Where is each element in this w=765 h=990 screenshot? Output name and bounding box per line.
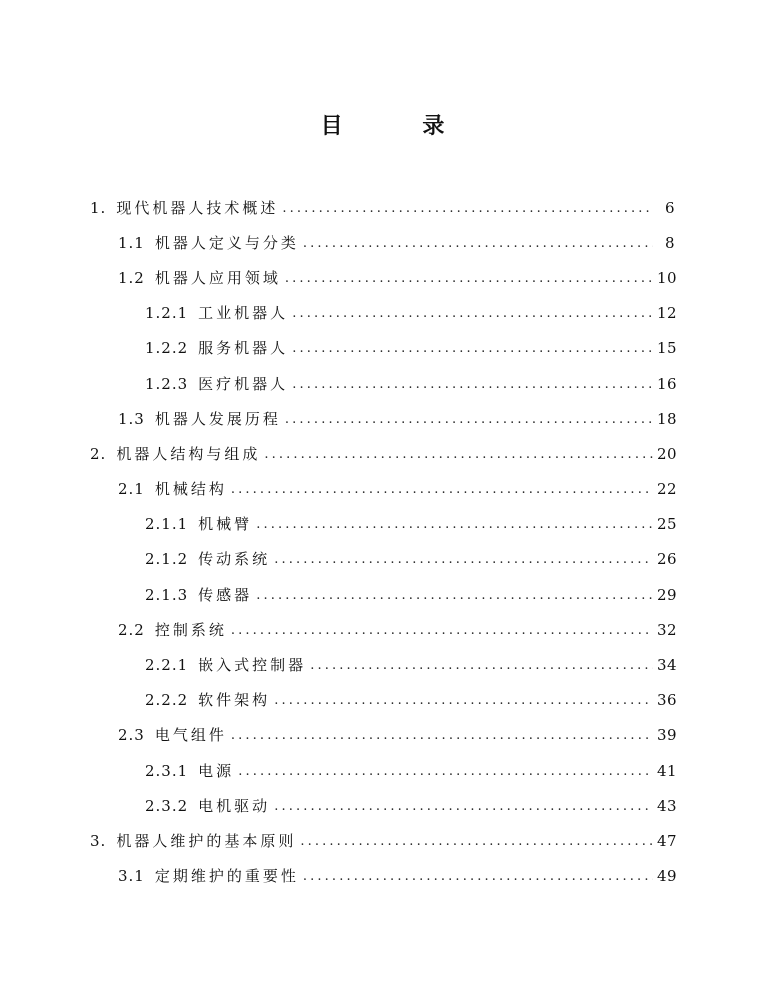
toc-entry[interactable]: [145, 577, 678, 612]
entry-title: 控制系统: [154, 620, 227, 639]
entry-title: 机器人应用领域: [154, 268, 281, 287]
entry-page-number: 12: [657, 304, 678, 323]
toc-entry[interactable]: [145, 366, 678, 401]
entry-title: 软件架构: [198, 691, 271, 710]
dot-leader: [274, 796, 653, 816]
entry-page-number: 8: [664, 233, 675, 252]
entry-number: 1.2: [118, 268, 145, 287]
entry-number: 2.2: [118, 620, 145, 639]
toc-entry[interactable]: [145, 647, 678, 682]
entry-number: 1.2.1: [145, 304, 189, 323]
dot-leader: [292, 303, 653, 323]
entry-title: 服务机器人: [198, 339, 289, 358]
entry-number: 3.1: [118, 867, 145, 886]
entry-page-number: 49: [657, 867, 678, 886]
entry-number: 2.3: [118, 726, 145, 745]
entry-page-number: 29: [657, 585, 678, 604]
toc-title: 目 录: [320, 114, 481, 139]
entry-title: 机器人维护的基本原则: [116, 831, 297, 850]
dot-leader: [238, 761, 653, 781]
entry-title: 机器人发展历程: [154, 409, 281, 428]
toc-entry[interactable]: [118, 718, 678, 753]
toc-entry[interactable]: [145, 683, 678, 718]
entry-title: 电机驱动: [198, 796, 271, 815]
toc-entry[interactable]: [118, 472, 678, 507]
dot-leader: [231, 725, 653, 745]
entry-page-number: 26: [657, 550, 678, 569]
entry-number: 2.2.2: [145, 691, 189, 710]
toc-entry[interactable]: [145, 507, 678, 542]
dot-leader: [231, 479, 653, 499]
toc-entry[interactable]: [145, 788, 678, 823]
dot-leader: [264, 444, 653, 464]
dot-leader: [292, 338, 653, 358]
dot-leader: [274, 690, 653, 710]
entry-page-number: 15: [657, 339, 678, 358]
entry-number: 2.1.3: [145, 585, 189, 604]
dot-leader: [256, 514, 653, 534]
dot-leader: [285, 268, 653, 288]
entry-page-number: 34: [657, 656, 678, 675]
entry-number: 1.2.3: [145, 374, 189, 393]
dot-leader: [256, 585, 653, 605]
entry-page-number: 41: [657, 761, 678, 780]
toc-entry[interactable]: [118, 401, 678, 436]
entry-title: 机械臂: [198, 515, 253, 534]
entry-number: 1.1: [118, 233, 145, 252]
dot-leader: [231, 620, 653, 640]
toc-entry[interactable]: [118, 225, 675, 260]
entry-page-number: 43: [657, 796, 678, 815]
entry-page-number: 22: [657, 480, 678, 499]
toc-entry[interactable]: [145, 753, 678, 788]
entry-number: 1.3: [118, 409, 145, 428]
entry-number: 1.: [90, 198, 107, 217]
entry-number: 2.3.1: [145, 761, 189, 780]
entry-page-number: 18: [657, 409, 678, 428]
entry-title: 电气组件: [154, 726, 227, 745]
entry-title: 传感器: [198, 585, 253, 604]
dot-leader: [274, 549, 653, 569]
entry-title: 医疗机器人: [198, 374, 289, 393]
entry-page-number: 39: [657, 726, 678, 745]
entry-title: 机器人定义与分类: [154, 233, 299, 252]
entry-number: 2.3.2: [145, 796, 189, 815]
entry-page-number: 6: [664, 198, 675, 217]
toc-entry[interactable]: [145, 542, 678, 577]
toc-entry[interactable]: [118, 260, 678, 295]
table-of-contents: [0, 190, 765, 894]
toc-entry[interactable]: [145, 331, 678, 366]
entry-number: 1.2.2: [145, 339, 189, 358]
dot-leader: [292, 374, 653, 394]
entry-title: 机器人结构与组成: [116, 444, 261, 463]
toc-entry[interactable]: [118, 859, 678, 894]
entry-page-number: 47: [657, 831, 678, 850]
entry-title: 定期维护的重要性: [154, 867, 299, 886]
entry-number: 2.1: [118, 480, 145, 499]
entry-number: 2.1.1: [145, 515, 189, 534]
dot-leader: [282, 198, 653, 218]
toc-entry[interactable]: [90, 190, 675, 225]
dot-leader: [303, 866, 653, 886]
entry-number: 2.: [90, 444, 107, 463]
entry-page-number: 32: [657, 620, 678, 639]
entry-title: 嵌入式控制器: [198, 656, 307, 675]
entry-number: 2.1.2: [145, 550, 189, 569]
dot-leader: [303, 233, 653, 253]
dot-leader: [300, 831, 653, 851]
entry-title: 电源: [198, 761, 235, 780]
toc-entry[interactable]: [118, 612, 678, 647]
toc-entry[interactable]: [90, 436, 678, 471]
entry-page-number: 25: [657, 515, 678, 534]
dot-leader: [310, 655, 653, 675]
entry-page-number: 36: [657, 691, 678, 710]
entry-title: 传动系统: [198, 550, 271, 569]
entry-page-number: 16: [657, 374, 678, 393]
entry-page-number: 20: [657, 444, 678, 463]
entry-title: 现代机器人技术概述: [116, 198, 279, 217]
entry-number: 2.2.1: [145, 656, 189, 675]
entry-page-number: 10: [657, 268, 678, 287]
entry-title: 工业机器人: [198, 304, 289, 323]
entry-title: 机械结构: [154, 480, 227, 499]
toc-entry[interactable]: [90, 823, 678, 858]
toc-entry[interactable]: [145, 296, 678, 331]
dot-leader: [285, 409, 653, 429]
entry-number: 3.: [90, 831, 107, 850]
